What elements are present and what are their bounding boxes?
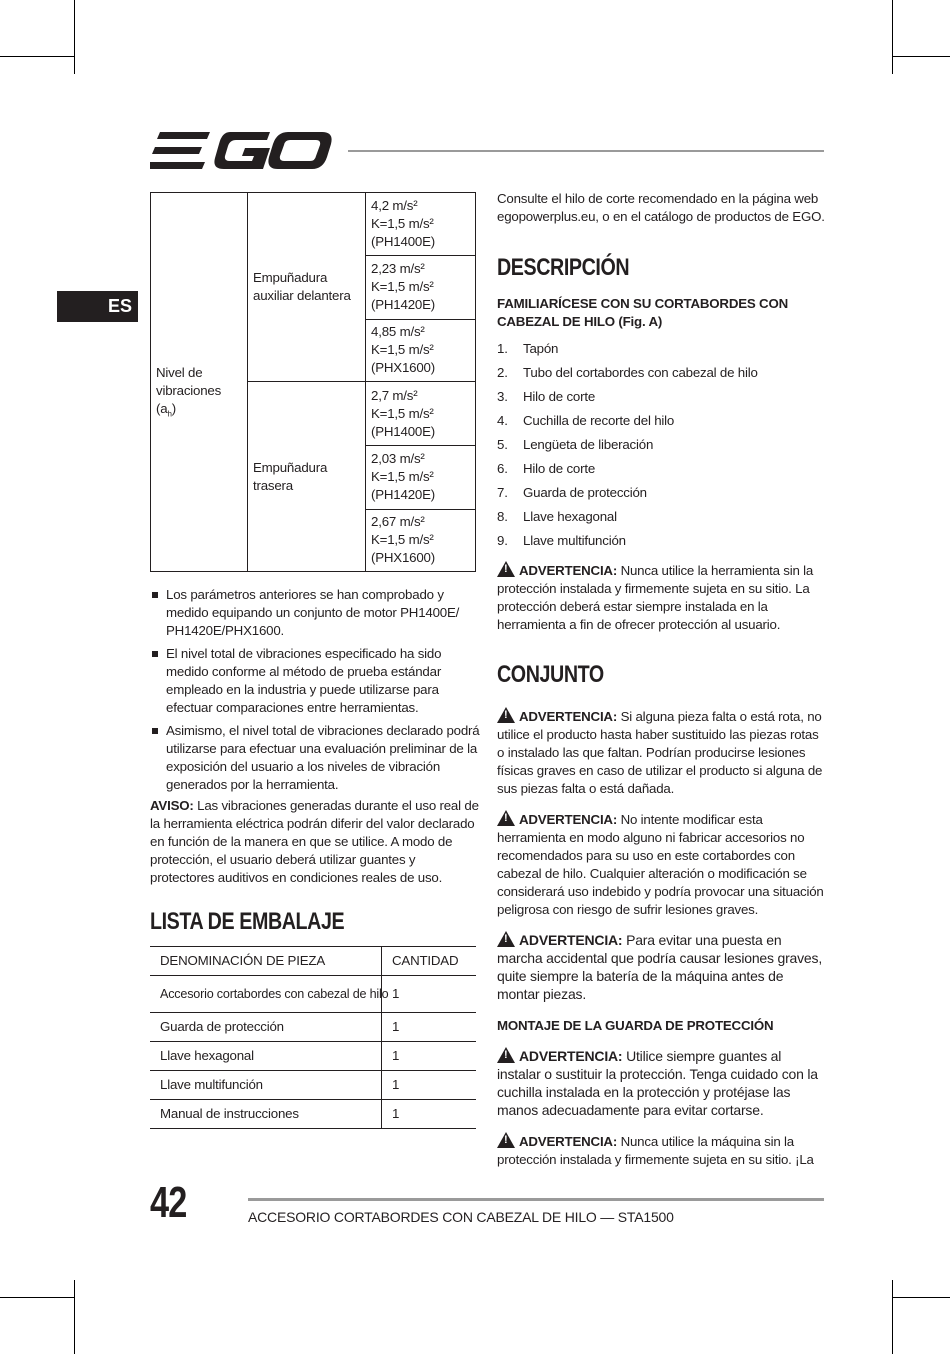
warning-block: !ADVERTENCIA: Nunca utilice la máquina sin la protección instalada y firmemente sujeta en su sitio. ¡La xyxy=(497,1132,827,1169)
list-item: 1. Tapón xyxy=(497,341,559,356)
crop-mark xyxy=(74,1280,75,1354)
vibration-value: 2,03 m/s² K=1,5 m/s² (PH1420E) xyxy=(371,451,435,502)
vibration-value: 4,2 m/s² K=1,5 m/s² (PH1400E) xyxy=(371,198,435,249)
crop-mark xyxy=(892,56,950,57)
packing-table xyxy=(150,946,476,1129)
warning-icon xyxy=(497,1132,515,1148)
vibration-label: Nivel de vibraciones $(a_h)$ xyxy=(156,365,222,419)
list-item: 9. Llave multifunción xyxy=(497,533,626,548)
crop-mark xyxy=(892,0,893,74)
language-tab: ES xyxy=(57,291,138,322)
intro-text: Consulte el hilo de corte recomendado en la página web egopowerplus.eu, o en el catálogo de productos de EGO. xyxy=(497,191,825,224)
vibration-value: 4,85 m/s² K=1,5 m/s² (PHX1600) xyxy=(371,324,435,375)
warning-block: !ADVERTENCIA: Para evitar una puesta en marcha accidental que podría causar lesiones graves, quite siempre la batería de la máquina antes de montar piezas. xyxy=(497,931,827,1003)
crop-mark xyxy=(74,0,75,74)
table-row: Llave multifunción 1 xyxy=(150,1070,476,1099)
warning-block: !ADVERTENCIA: Si alguna pieza falta o está rota, no utilice el producto hasta haber sustituido las piezas rotas o instalado las que faltan. Podrían producirse lesiones físicas graves en caso de utilizar el producto si alguna de sus piezas falta o está dañada. xyxy=(497,707,827,798)
table-row: Manual de instrucciones 1 xyxy=(150,1099,476,1128)
vibration-value: 2,23 m/s² K=1,5 m/s² (PH1420E) xyxy=(371,261,435,312)
list-item: 2. Tubo del cortabordes con cabezal de hilo xyxy=(497,365,758,380)
list-item: 3. Hilo de corte xyxy=(497,389,596,404)
warning-icon xyxy=(497,1047,515,1063)
footer-rule xyxy=(248,1198,824,1201)
crop-mark xyxy=(892,1297,950,1298)
notes-list xyxy=(150,586,480,799)
warning-icon xyxy=(497,810,515,826)
footer-title: ACCESORIO CORTABORDES CON CABEZAL DE HILO — STA1500 xyxy=(248,1209,674,1225)
vibration-table xyxy=(150,192,476,572)
list-item: Los parámetros anteriores se han comprobado y medido equipando un conjunto de motor PH1400E/ PH1420E/PHX1600. xyxy=(150,586,480,640)
aviso-note: AVISO: Las vibraciones generadas durante el uso real de la herramienta eléctrica podrán diferir del valor declarado en función de la manera en que se utilice. A modo de protección, el usuario deberá utilizar guantes y protectores auditivos en condiciones reales de uso. xyxy=(150,798,479,885)
crop-mark xyxy=(0,1297,74,1298)
crop-mark xyxy=(892,1280,893,1354)
list-item: 7. Guarda de protección xyxy=(497,485,647,500)
group-name: Empuñadura auxiliar delantera xyxy=(253,270,351,303)
vibration-value: 2,7 m/s² K=1,5 m/s² (PH1400E) xyxy=(371,388,435,439)
assembly-heading: CONJUNTO xyxy=(497,661,604,688)
list-item: 5. Lengüeta de liberación xyxy=(497,437,654,452)
parts-list xyxy=(497,340,827,556)
list-item: 4. Cuchilla de recorte del hilo xyxy=(497,413,675,428)
description-heading: DESCRIPCIÓN xyxy=(497,254,630,281)
ego-logo xyxy=(150,130,332,172)
vibration-value: 2,67 m/s² K=1,5 m/s² (PHX1600) xyxy=(371,514,435,565)
table-header: DENOMINACIÓN DE PIEZA CANTIDAD xyxy=(150,946,476,975)
list-item: Asimismo, el nivel total de vibraciones declarado podrá utilizarse para efectuar una evaluación preliminar de la exposición del usuario a los niveles de vibración generados por la herramienta. xyxy=(150,722,480,794)
packing-heading: LISTA DE EMBALAJE xyxy=(150,908,345,935)
warning-icon xyxy=(497,561,515,577)
warning-block: !ADVERTENCIA: Nunca utilice la herramienta sin la protección instalada y firmemente sujeta en su sitio. La protección deberá estar siempre instalada en la herramienta a fin de ofrecer protección al usuario. xyxy=(497,561,827,634)
group-name: Empuñadura trasera xyxy=(253,460,328,493)
warning-block: !ADVERTENCIA: No intente modificar esta herramienta en modo alguno ni fabricar accesorios no recomendados para su uso en este cortabordes con cabezal de hilo. Cualquier alteración o modificación se considerará uso indebido y podría provocar una situación peligrosa con riesgo de sufrir lesiones graves. xyxy=(497,810,827,919)
table-row: Accesorio cortabordes con cabezal de hilo 1 xyxy=(150,975,476,1012)
crop-mark xyxy=(0,56,74,57)
description-subheading: FAMILIARÍCESE CON SU CORTABORDES CON CABEZAL DE HILO (Fig. A) xyxy=(497,296,789,329)
header-rule xyxy=(348,150,824,152)
warning-icon xyxy=(497,931,515,947)
warning-block: !ADVERTENCIA: Utilice siempre guantes al instalar o sustituir la protección. Tenga cuidado con la cuchilla instalada en la protección y protéjase las manos adecuadamente para evitar cortarse. xyxy=(497,1047,827,1119)
page-number: 42 xyxy=(150,1178,187,1227)
list-item: 6. Hilo de corte xyxy=(497,461,596,476)
table-row: Guarda de protección 1 xyxy=(150,1012,476,1041)
list-item: 8. Llave hexagonal xyxy=(497,509,617,524)
table-row: Llave hexagonal 1 xyxy=(150,1041,476,1070)
montaje-subheading: MONTAJE DE LA GUARDA DE PROTECCIÓN xyxy=(497,1018,774,1033)
list-item: El nivel total de vibraciones especificado ha sido medido conforme al método de prueba estándar empleado en la industria y puede utilizarse para efectuar comparaciones entre herramientas. xyxy=(150,645,480,717)
warning-icon xyxy=(497,707,515,723)
